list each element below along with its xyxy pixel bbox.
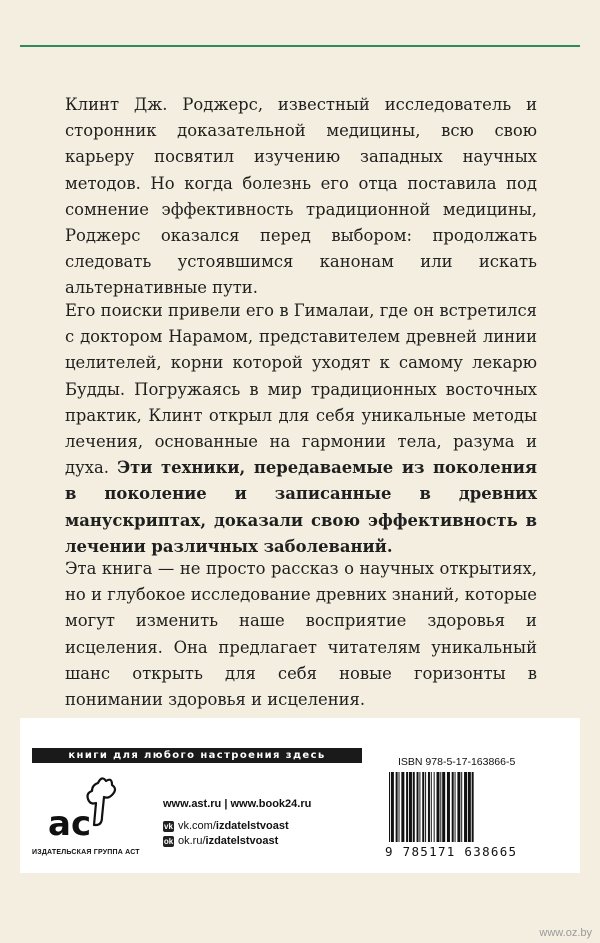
barcode-bar	[447, 772, 450, 842]
barcode-bar	[422, 772, 424, 842]
barcode-bar	[464, 772, 467, 842]
ok-handle: izdatelstvoast	[205, 835, 279, 847]
barcode-bar	[425, 772, 426, 842]
vk-prefix: vk.com/	[178, 820, 216, 832]
barcode-bar	[452, 772, 454, 842]
barcode-bar	[437, 772, 440, 842]
barcode-bar	[401, 772, 404, 842]
ok-prefix: ok.ru/	[178, 835, 206, 847]
ok-link	[163, 835, 278, 847]
barcode-bar	[434, 772, 435, 842]
barcode-bar	[399, 772, 400, 842]
watermark: www.oz.by	[539, 927, 592, 939]
barcode-bar	[442, 772, 445, 842]
description-paragraph-3	[65, 556, 537, 713]
barcode-bar	[389, 772, 390, 842]
barcode-bar	[391, 772, 394, 842]
barcode-bar	[431, 772, 432, 842]
publisher-panel	[20, 718, 580, 873]
barcode-bar	[472, 772, 474, 842]
barcode-bar	[396, 772, 398, 842]
barcode-bar	[406, 772, 408, 842]
paragraph-2-bold-text: Эти техники, передаваемые из поколения в поколение и записанные в древних манускриптах, доказали свою эффективность в лечении различных заболеваний.	[65, 458, 537, 556]
barcode-bar	[455, 772, 456, 842]
paragraph-1-text: Клинт Дж. Роджерс, известный исследователь и сторонник доказательной медицины, всю свою карьеру посвятил изучению западных научных методов. Но когда болезнь его отца поставила под сомнение эффективность традиционной медицины, Роджерс оказался перед выбором: продолжать следовать устоявшимся канонам или искать альтернативные пути.	[65, 95, 537, 298]
ast-logo	[42, 773, 122, 841]
barcode	[385, 772, 535, 846]
barcode-bar	[409, 772, 412, 842]
barcode-bar	[461, 772, 462, 842]
isbn-label: ISBN 978-5-17-163866-5	[398, 756, 516, 768]
description-paragraph-2	[65, 298, 537, 560]
barcode-bar	[428, 772, 430, 842]
vk-handle: izdatelstvoast	[215, 820, 289, 832]
publisher-caption: ИЗДАТЕЛЬСКАЯ ГРУППА АСТ	[32, 849, 140, 856]
paragraph-3-text: Эта книга — не просто рассказ о научных открытиях, но и глубокое исследование древних знаний, которые могут изменить наше восприятие здоровья и исцеления. Она предлагает читателям уникальный шанс открыть для себя новые горизонты в понимании здоровья и исцеления.	[65, 559, 537, 710]
barcode-digits: 9 785171 638665	[385, 844, 518, 859]
logo-lettering: ас	[48, 804, 92, 841]
paragraph-2-text: Его поиски привели его в Гималаи, где он встретился с доктором Нарамом, представителем древней линии целителей, корни которой уходят к самому лекарю Будды. Погружаясь в мир традиционных восточных практик, Клинт открыл для себя уникальные методы лечения, основанные на гармонии тела, разума и духа.	[65, 301, 537, 478]
description-paragraph-1	[65, 92, 537, 302]
barcode-bar	[417, 772, 419, 842]
barcode-bar	[440, 772, 441, 842]
web-links: www.ast.ru | www.book24.ru	[163, 798, 312, 810]
barcode-bar	[457, 772, 460, 842]
vk-link	[163, 820, 289, 832]
ok-icon: ok	[163, 836, 174, 846]
barcode-bar	[413, 772, 415, 842]
slogan-banner: книги для любого настроения здесь	[32, 748, 362, 763]
barcode-bar	[419, 772, 420, 842]
vk-icon: vk	[164, 821, 173, 831]
top-divider	[20, 0, 580, 47]
barcode-bar	[468, 772, 471, 842]
